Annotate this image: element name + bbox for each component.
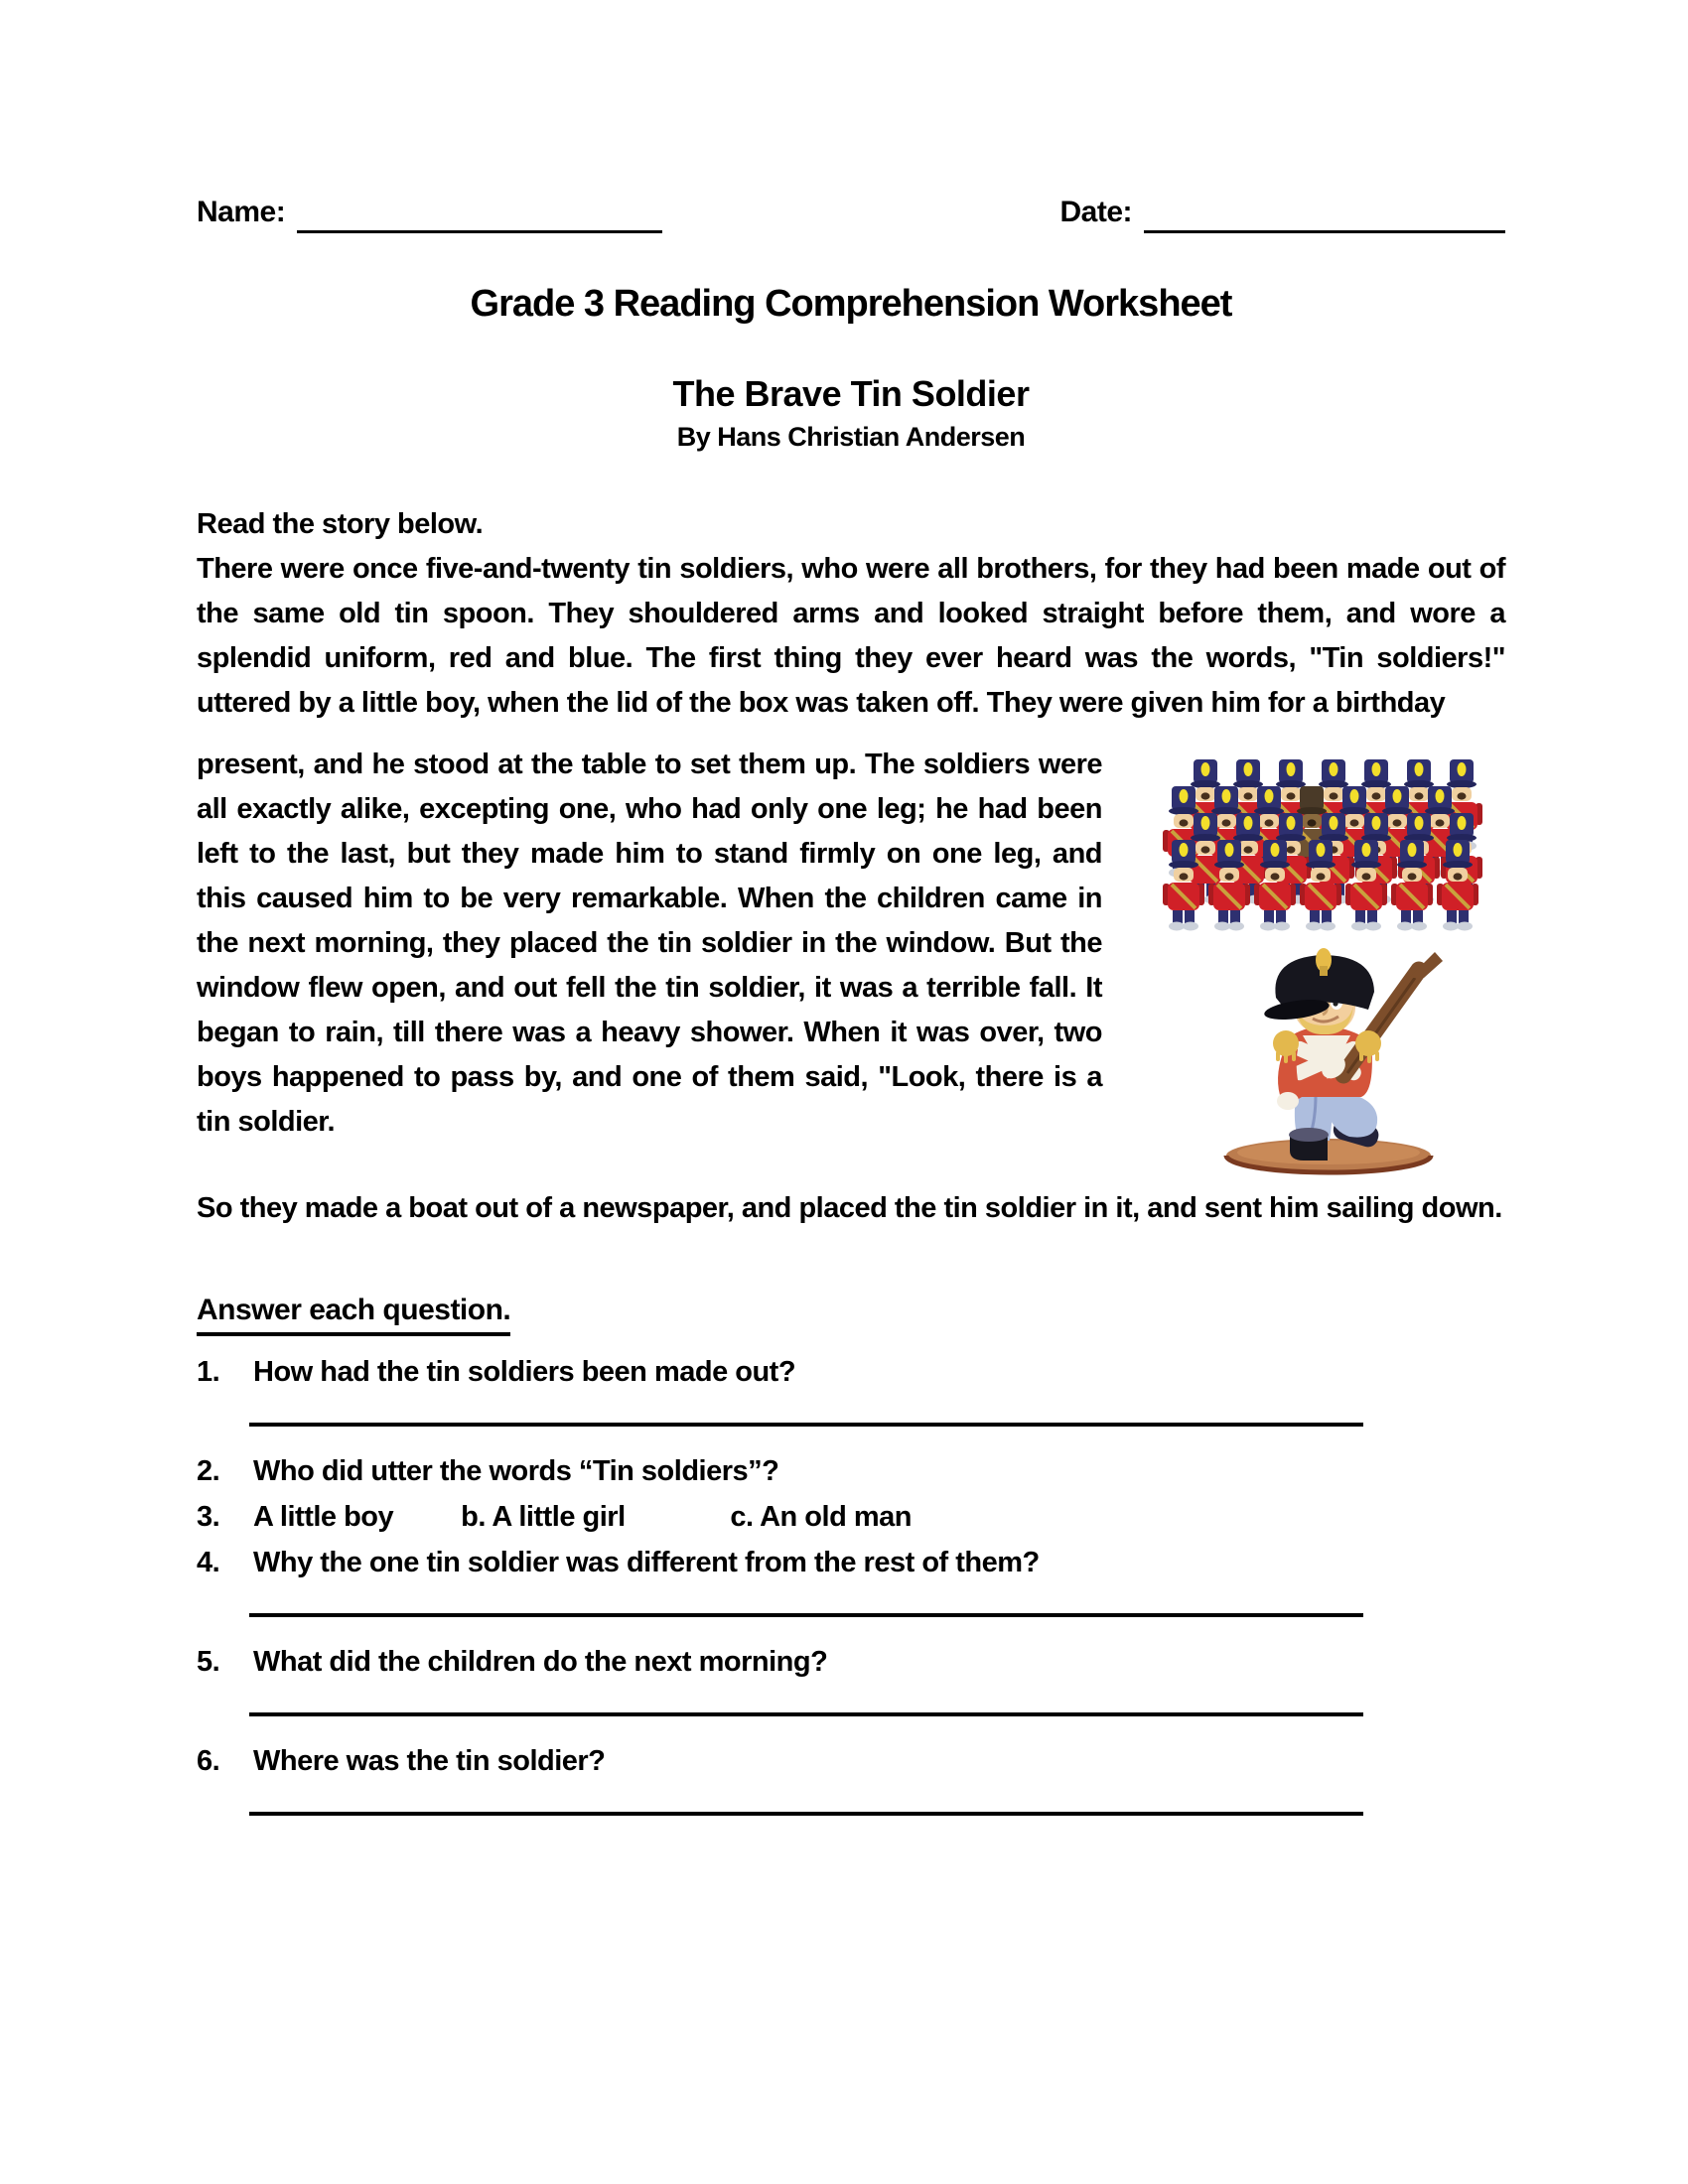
date-label: Date:: [1059, 196, 1132, 228]
answer-line-4[interactable]: [249, 1812, 1363, 1816]
question-5-number: 5.: [197, 1646, 220, 1678]
question-2: [197, 1448, 1505, 1494]
question-2-number: 2.: [197, 1455, 220, 1487]
story-paragraph-2-text: present, and he stood at the table to set them up. The soldiers were all exactly alike, excepting one, who had only one leg; he had been left to the last, but they made him to stand firmly on one leg, and this caused him to be very remarkable. When the children came in the next morning, they placed the tin soldier in the window. But the window flew open, and out fell the tin soldier, it was a terrible fall. It began to rain, till there was a heavy shower. When it was over, two boys happened to pass by, and one of them said, "Look, there is a tin soldier.: [197, 749, 1102, 1138]
questions-section: [197, 1291, 1505, 1816]
question-6: [197, 1738, 1505, 1784]
question-6-number: 6.: [197, 1745, 220, 1777]
page-title: Grade 3 Reading Comprehension Worksheet: [470, 283, 1232, 325]
question-3-number: 3.: [197, 1501, 220, 1533]
questions-heading: Answer each question.: [197, 1291, 510, 1336]
question-1-number: 1.: [197, 1356, 220, 1388]
tin-soldier-image: [1204, 946, 1453, 1178]
story-figures: [1120, 757, 1505, 1178]
name-blank[interactable]: [297, 222, 662, 233]
name-field: [197, 192, 662, 233]
answer-line-1[interactable]: [249, 1423, 1363, 1427]
question-3-text: A little boy b. A little girl c. An old man: [253, 1501, 912, 1533]
name-label: Name:: [197, 196, 286, 228]
question-4-text: Why the one tin soldier was different from the rest of them?: [253, 1547, 1040, 1578]
story-instruction: Read the story below.: [197, 508, 484, 540]
question-1-text: How had the tin soldiers been made out?: [253, 1356, 796, 1388]
story-paragraph-2: [197, 743, 1505, 1145]
question-4: [197, 1540, 1505, 1585]
question-2-text: Who did utter the words “Tin soldiers”?: [253, 1455, 779, 1487]
tin-soldiers-group-image: [1155, 757, 1486, 933]
question-4-number: 4.: [197, 1547, 220, 1578]
question-1: [197, 1349, 1505, 1395]
story-author: By Hans Christian Andersen: [676, 422, 1026, 452]
question-6-text: Where was the tin soldier?: [253, 1745, 606, 1777]
header-row: [197, 192, 1505, 233]
date-field: [1059, 192, 1505, 233]
question-5: [197, 1639, 1505, 1685]
story-paragraph-3: So they made a boat out of a newspaper, and placed the tin soldier in it, and sent him sailing down.: [197, 1192, 1502, 1224]
story-title: The Brave Tin Soldier: [672, 373, 1030, 414]
questions-heading-row: [197, 1291, 1505, 1337]
question-5-text: What did the children do the next morning?: [253, 1646, 828, 1678]
answer-line-2[interactable]: [249, 1613, 1363, 1617]
story-paragraph-1: There were once five-and-twenty tin soldiers, who were all brothers, for they had been made out of the same old tin spoon. They shouldered arms and looked straight before them, and wore a splendid uniform, red and blue. The first thing they ever heard was the words, "Tin soldiers!" uttered by a little boy, when the lid of the box was taken off. They were given him for a birthday: [197, 553, 1505, 719]
answer-line-3[interactable]: [249, 1712, 1363, 1716]
date-blank[interactable]: [1144, 222, 1505, 233]
question-3-options: [197, 1494, 1505, 1540]
